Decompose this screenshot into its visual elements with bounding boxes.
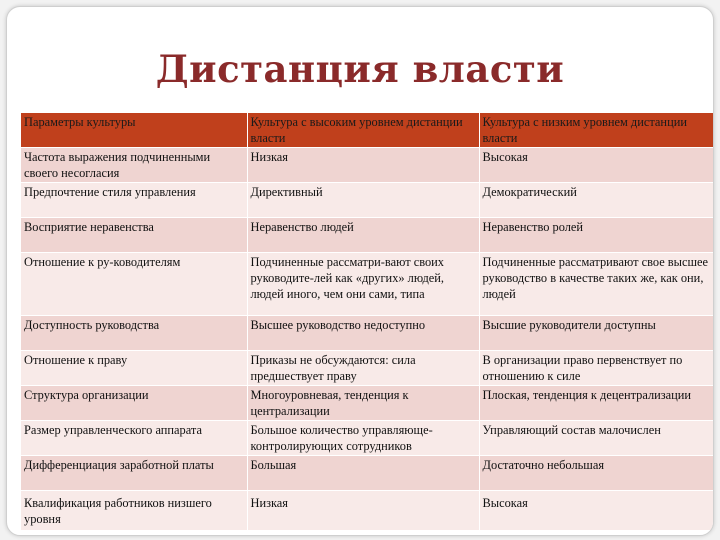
header-parameters: Параметры культуры [21,113,247,148]
cell-high: Многоуровневая, тенденция к централизации [247,386,479,421]
cell-parameter: Восприятие неравенства [21,218,247,253]
table-header-row [21,113,713,148]
cell-parameter: Размер управленческого аппарата [21,421,247,456]
table-row [21,456,713,491]
cell-low: Достаточно небольшая [479,456,713,491]
cell-high: Приказы не обсуждаются: сила предшествует праву [247,351,479,386]
cell-low: Высокая [479,491,713,531]
table-row [21,351,713,386]
cell-parameter: Частота выражения подчиненными своего несогласия [21,148,247,183]
cell-high: Неравенство людей [247,218,479,253]
header-low-distance: Культура с низким уровнем дистанции власти [479,113,713,148]
cell-low: Высшие руководители доступны [479,316,713,351]
header-high-distance: Культура с высоким уровнем дистанции власти [247,113,479,148]
table-row [21,148,713,183]
cell-low: Подчиненные рассматривают свое высшее руководство в качестве таких же, как они, людей [479,253,713,316]
cell-parameter: Дифференциация заработной платы [21,456,247,491]
cell-parameter: Структура организации [21,386,247,421]
table-row [21,491,713,531]
cell-low: Плоская, тенденция к децентрализации [479,386,713,421]
cell-parameter: Квалификация работников низшего уровня [21,491,247,531]
cell-high: Большое количество управляюще-контролирующих сотрудников [247,421,479,456]
cell-high: Большая [247,456,479,491]
table-row [21,253,713,316]
table-row [21,421,713,456]
cell-high: Подчиненные рассматри-вают своих руководите-лей как «других» людей, людей иного, чем они сами, типа [247,253,479,316]
power-distance-table [21,113,714,531]
cell-low: Высокая [479,148,713,183]
cell-high: Директивный [247,183,479,218]
slide-title: Дистанция власти [155,47,565,91]
table-row [21,316,713,351]
table-row [21,183,713,218]
cell-high: Низкая [247,148,479,183]
table-row [21,386,713,421]
cell-parameter: Отношение к праву [21,351,247,386]
cell-low: Демократический [479,183,713,218]
cell-parameter: Отношение к ру-ководителям [21,253,247,316]
table-row [21,218,713,253]
slide [6,6,714,536]
cell-parameter: Предпочтение стиля управления [21,183,247,218]
cell-low: Управляющий состав малочислен [479,421,713,456]
cell-high: Высшее руководство недоступно [247,316,479,351]
cell-low: В организации право первенствует по отношению к силе [479,351,713,386]
cell-parameter: Доступность руководства [21,316,247,351]
cell-high: Низкая [247,491,479,531]
cell-low: Неравенство ролей [479,218,713,253]
